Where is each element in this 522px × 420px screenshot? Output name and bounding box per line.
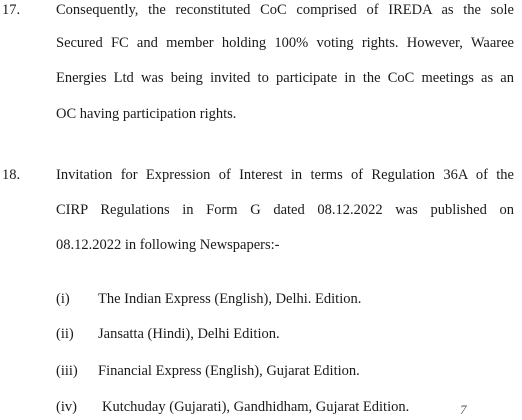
paragraph-18-line-2: CIRP Regulations in Form G dated 08.12.2022 was published on	[56, 202, 514, 218]
paragraph-17-number: 17.	[2, 2, 21, 18]
newspaper-item-3-text: Financial Express (English), Gujarat Edition.	[98, 363, 360, 379]
newspaper-item-2-number: (ii)	[56, 326, 74, 342]
paragraph-17-line-2: Secured FC and member holding 100% voting rights. However, Waaree	[56, 35, 514, 51]
paragraph-17-line-1: Consequently, the reconstituted CoC comprised of IREDA as the sole	[56, 2, 514, 18]
newspaper-item-4-text: Kutchuday (Gujarati), Gandhidham, Gujarat Edition.	[102, 399, 410, 415]
newspaper-item-2-text: Jansatta (Hindi), Delhi Edition.	[98, 326, 280, 342]
paragraph-17-line-4: OC having participation rights.	[56, 106, 237, 122]
newspaper-item-4-number: (iv)	[56, 399, 77, 415]
newspaper-item-1-number: (i)	[56, 291, 70, 307]
newspaper-item-1-text: The Indian Express (English), Delhi. Edition.	[98, 291, 362, 307]
newspaper-item-3-number: (iii)	[56, 363, 78, 379]
paragraph-18-line-3: 08.12.2022 in following Newspapers:-	[56, 237, 280, 253]
margin-handwritten-mark: 7	[460, 402, 467, 417]
paragraph-17-line-3: Energies Ltd was being invited to participate in the CoC meetings as an	[56, 70, 514, 86]
paragraph-18-line-1: Invitation for Expression of Interest in terms of Regulation 36A of the	[56, 167, 514, 183]
paragraph-18-number: 18.	[2, 167, 21, 183]
